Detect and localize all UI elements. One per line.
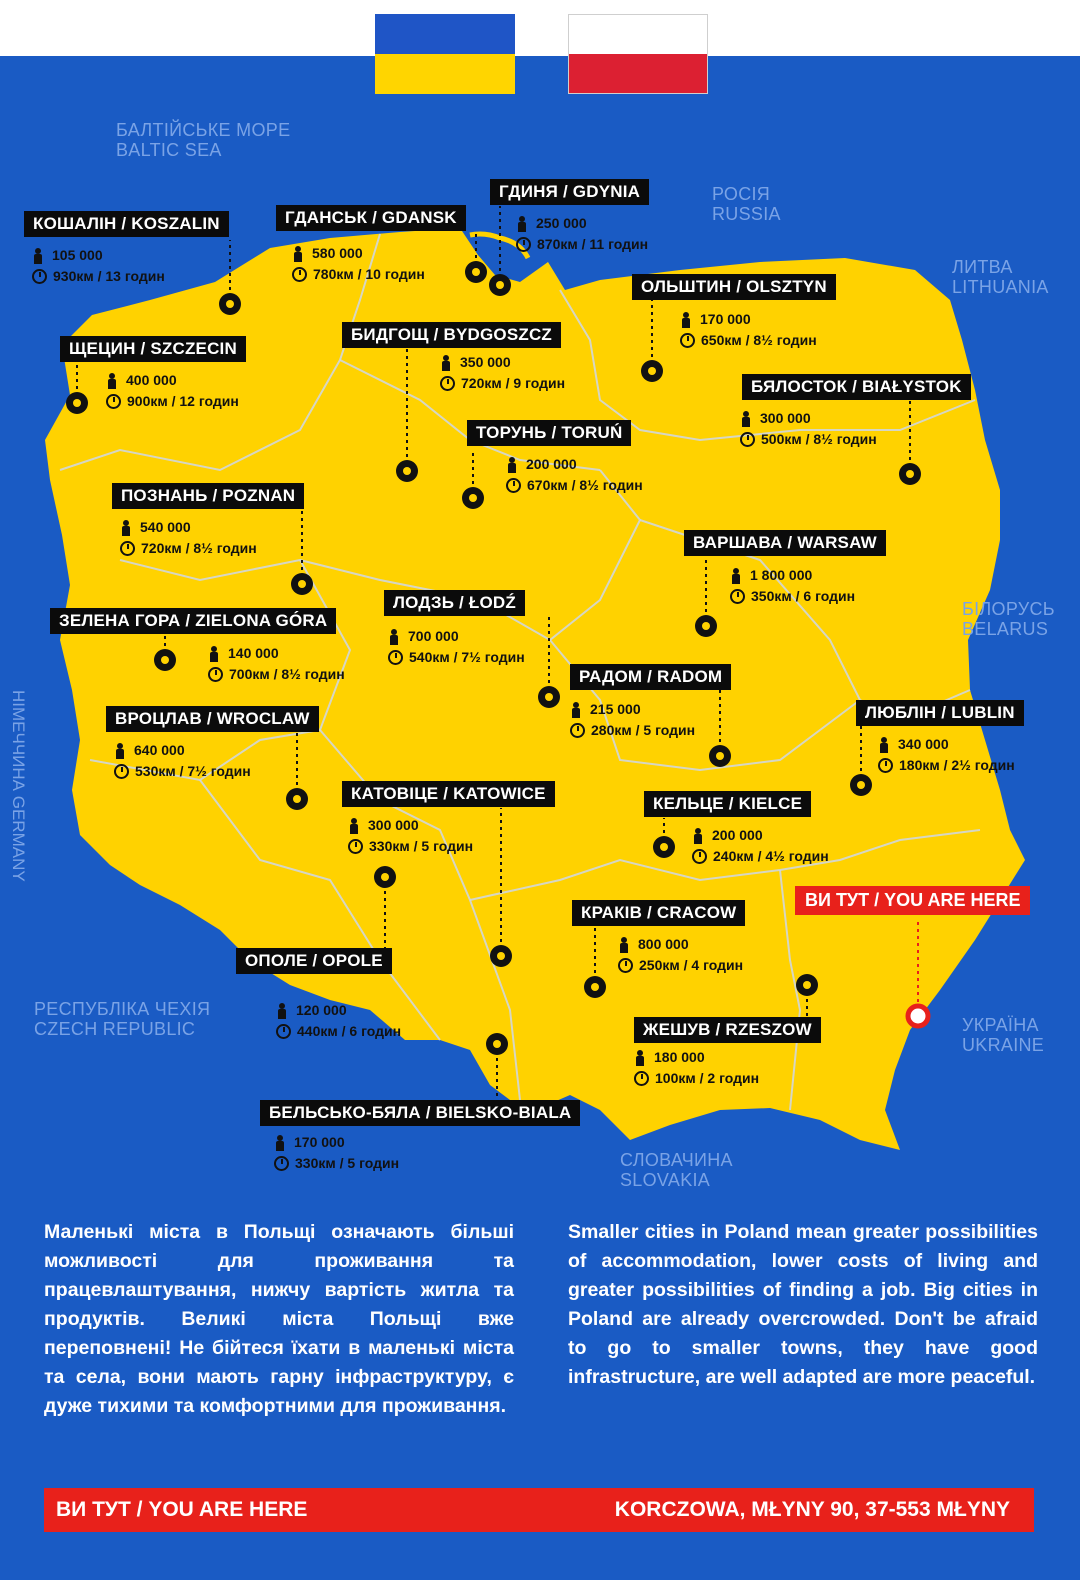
city-stats-cracow: 800 000 250км / 4 годин: [618, 934, 743, 976]
city-label-kielce: КЕЛЬЦЕ / KIELCE: [644, 791, 811, 817]
city-label-szczecin: ЩЕЦИН / SZCZECIN: [60, 336, 246, 362]
czech-republic-label: РЕСПУБЛІКА ЧЕХІЯ CZECH REPUBLIC: [34, 999, 211, 1039]
clock-icon: [740, 432, 755, 447]
city-stats-gdynia: 250 000 870км / 11 годин: [516, 213, 648, 255]
clock-icon: [618, 958, 633, 973]
city-label-gdynia: ГДИНЯ / GDYNIA: [490, 179, 649, 205]
city-marker-center-olsztyn: [648, 367, 656, 375]
footer-you-are-here: ВИ ТУТ / YOU ARE HERE: [56, 1498, 308, 1521]
city-stats-zielona-gora: 140 000 700км / 8½ годин: [208, 643, 345, 685]
clock-icon: [208, 667, 223, 682]
footer-address: KORCZOWA, MŁYNY 90, 37-553 MŁYNY: [614, 1498, 1010, 1521]
city-marker-center-cracow: [591, 983, 599, 991]
clock-icon: [440, 376, 455, 391]
clock-icon: [32, 269, 47, 284]
person-icon: [440, 355, 452, 371]
person-icon: [506, 457, 518, 473]
city-stats-poznan: 540 000 720км / 8½ годин: [120, 517, 257, 559]
city-label-bialystok: БЯЛОСТОК / BIAŁYSTOK: [742, 374, 971, 400]
ukraine-label: УКРАЇНА UKRAINE: [962, 1015, 1045, 1055]
slovakia-label: СЛОВАЧИНА SLOVAKIA: [620, 1150, 733, 1190]
city-marker-center-opole: [381, 873, 389, 881]
person-icon: [120, 520, 132, 536]
city-marker-center-zielona-gora: [161, 656, 169, 664]
person-icon: [740, 411, 752, 427]
city-stats-olsztyn: 170 000 650км / 8½ годин: [680, 309, 817, 351]
city-marker-center-bielsko-biala: [493, 1040, 501, 1048]
city-stats-bydgoszcz: 350 000 720км / 9 годин: [440, 352, 565, 394]
city-label-bydgoszcz: БИДГОЩ / BYDGOSZCZ: [342, 322, 561, 348]
person-icon: [634, 1050, 646, 1066]
city-stats-gdansk: 580 000 780км / 10 годин: [292, 243, 425, 285]
clock-icon: [114, 764, 129, 779]
clock-icon: [692, 849, 707, 864]
you-are-here-label: ВИ ТУТ / YOU ARE HERE: [795, 886, 1030, 915]
city-label-warsaw: ВАРШАВА / WARSAW: [684, 530, 886, 556]
you-are-here-marker: [908, 1006, 928, 1026]
germany-label: НІМЕЧЧИНА GERMANY: [9, 690, 28, 882]
description-english: Smaller cities in Poland mean greater possibilities of accommodation, lower costs of living and greater possibilities of finding a job. Big cities in Poland are already overcrowded. Don't be afraid to go to smaller towns, they have good infrastructure, are well adapted are more peaceful.: [568, 1221, 1038, 1388]
city-marker-center-koszalin: [226, 300, 234, 308]
city-label-wroclaw: ВРОЦЛАВ / WROCLAW: [106, 706, 319, 732]
city-stats-opole: 120 000 440км / 6 годин: [276, 1000, 401, 1042]
city-marker-center-gdynia: [496, 281, 504, 289]
city-stats-bialystok: 300 000 500км / 8½ годин: [740, 408, 877, 450]
city-stats-rzeszow: 180 000 100км / 2 годин: [634, 1047, 759, 1089]
person-icon: [618, 937, 630, 953]
belarus-label: БІЛОРУСЬ BELARUS: [962, 599, 1055, 639]
city-stats-lublin: 340 000 180км / 2½ годин: [878, 734, 1015, 776]
city-label-radom: РАДОМ / RADOM: [570, 664, 731, 690]
clock-icon: [570, 723, 585, 738]
city-marker-center-wroclaw: [293, 795, 301, 803]
city-label-opole: ОПОЛЕ / OPOLE: [236, 948, 392, 974]
person-icon: [878, 737, 890, 753]
person-icon: [570, 702, 582, 718]
person-icon: [276, 1003, 288, 1019]
city-marker-center-gdansk: [472, 268, 480, 276]
city-marker-center-lublin: [857, 781, 865, 789]
clock-icon: [106, 394, 121, 409]
person-icon: [516, 216, 528, 232]
city-label-torun: ТОРУНЬ / TORUŃ: [467, 420, 631, 446]
clock-icon: [634, 1071, 649, 1086]
city-stats-bielsko-biala: 170 000 330км / 5 годин: [274, 1132, 399, 1174]
city-stats-warsaw: 1 800 000 350км / 6 годин: [730, 565, 855, 607]
city-marker-center-bydgoszcz: [403, 467, 411, 475]
description-ukrainian: Маленькі міста в Польщі означають більші можливості для проживання та працевлаштування, нижчу вартість житла та продуктів. Великі міста Польщі вже переповнені! Не бійтеся їхати в маленькі міста та села, вони мають гарну інфраструктуру, є дуже тихими та комфортними для проживання.: [44, 1221, 514, 1417]
city-stats-katowice: 300 000 330км / 5 годин: [348, 815, 473, 857]
city-marker-center-kielce: [660, 843, 668, 851]
clock-icon: [878, 758, 893, 773]
city-marker-center-warsaw: [702, 622, 710, 630]
city-label-lodz: ЛОДЗЬ / ŁODŹ: [384, 590, 525, 616]
person-icon: [208, 646, 220, 662]
city-label-katowice: КАТОВІЦЕ / KATOWICE: [342, 781, 555, 807]
city-marker-center-torun: [469, 494, 477, 502]
city-marker-center-katowice: [497, 952, 505, 960]
city-label-zielona-gora: ЗЕЛЕНА ГОРА / ZIELONA GÓRA: [50, 608, 336, 634]
clock-icon: [274, 1156, 289, 1171]
clock-icon: [680, 333, 695, 348]
city-marker-center-lodz: [545, 693, 553, 701]
city-stats-lodz: 700 000 540км / 7½ годин: [388, 626, 525, 668]
person-icon: [274, 1135, 286, 1151]
city-label-poznan: ПОЗНАНЬ / POZNAN: [112, 483, 304, 509]
person-icon: [106, 373, 118, 389]
baltic-sea-label: БАЛТІЙСЬКЕ МОРЕ BALTIC SEA: [116, 120, 291, 160]
lithuania-label: ЛИТВА LITHUANIA: [952, 257, 1049, 297]
person-icon: [680, 312, 692, 328]
person-icon: [292, 246, 304, 262]
person-icon: [388, 629, 400, 645]
clock-icon: [506, 478, 521, 493]
city-label-rzeszow: ЖЕШУВ / RZESZOW: [634, 1017, 821, 1043]
city-marker-center-bialystok: [906, 470, 914, 478]
clock-icon: [120, 541, 135, 556]
russia-label: РОСІЯ RUSSIA: [712, 184, 781, 224]
person-icon: [692, 828, 704, 844]
clock-icon: [730, 589, 745, 604]
city-stats-kielce: 200 000 240км / 4½ годин: [692, 825, 829, 867]
person-icon: [730, 568, 742, 584]
clock-icon: [292, 267, 307, 282]
city-marker-center-poznan: [298, 580, 306, 588]
person-icon: [32, 248, 44, 264]
city-marker-center-rzeszow: [803, 981, 811, 989]
city-label-cracow: КРАКІВ / CRACOW: [572, 900, 745, 926]
city-stats-koszalin: 105 000 930км / 13 годин: [32, 245, 165, 287]
city-stats-wroclaw: 640 000 530км / 7½ годин: [114, 740, 251, 782]
city-label-koszalin: КОШАЛІН / KOSZALIN: [24, 211, 229, 237]
clock-icon: [388, 650, 403, 665]
city-stats-radom: 215 000 280км / 5 годин: [570, 699, 695, 741]
clock-icon: [276, 1024, 291, 1039]
footer-bar: [44, 1488, 1034, 1532]
city-label-bielsko-biala: БЕЛЬСЬКО-БЯЛА / BIELSKO-BIALA: [260, 1100, 580, 1126]
city-stats-torun: 200 000 670км / 8½ годин: [506, 454, 643, 496]
city-label-olsztyn: ОЛЬШТИН / OLSZTYN: [632, 274, 836, 300]
person-icon: [348, 818, 360, 834]
city-label-lublin: ЛЮБЛІН / LUBLIN: [856, 700, 1024, 726]
person-icon: [114, 743, 126, 759]
city-marker-center-szczecin: [73, 399, 81, 407]
city-label-gdansk: ГДАНСЬК / GDANSK: [276, 205, 466, 231]
city-marker-center-radom: [716, 752, 724, 760]
clock-icon: [516, 237, 531, 252]
clock-icon: [348, 839, 363, 854]
city-stats-szczecin: 400 000 900км / 12 годин: [106, 370, 239, 412]
